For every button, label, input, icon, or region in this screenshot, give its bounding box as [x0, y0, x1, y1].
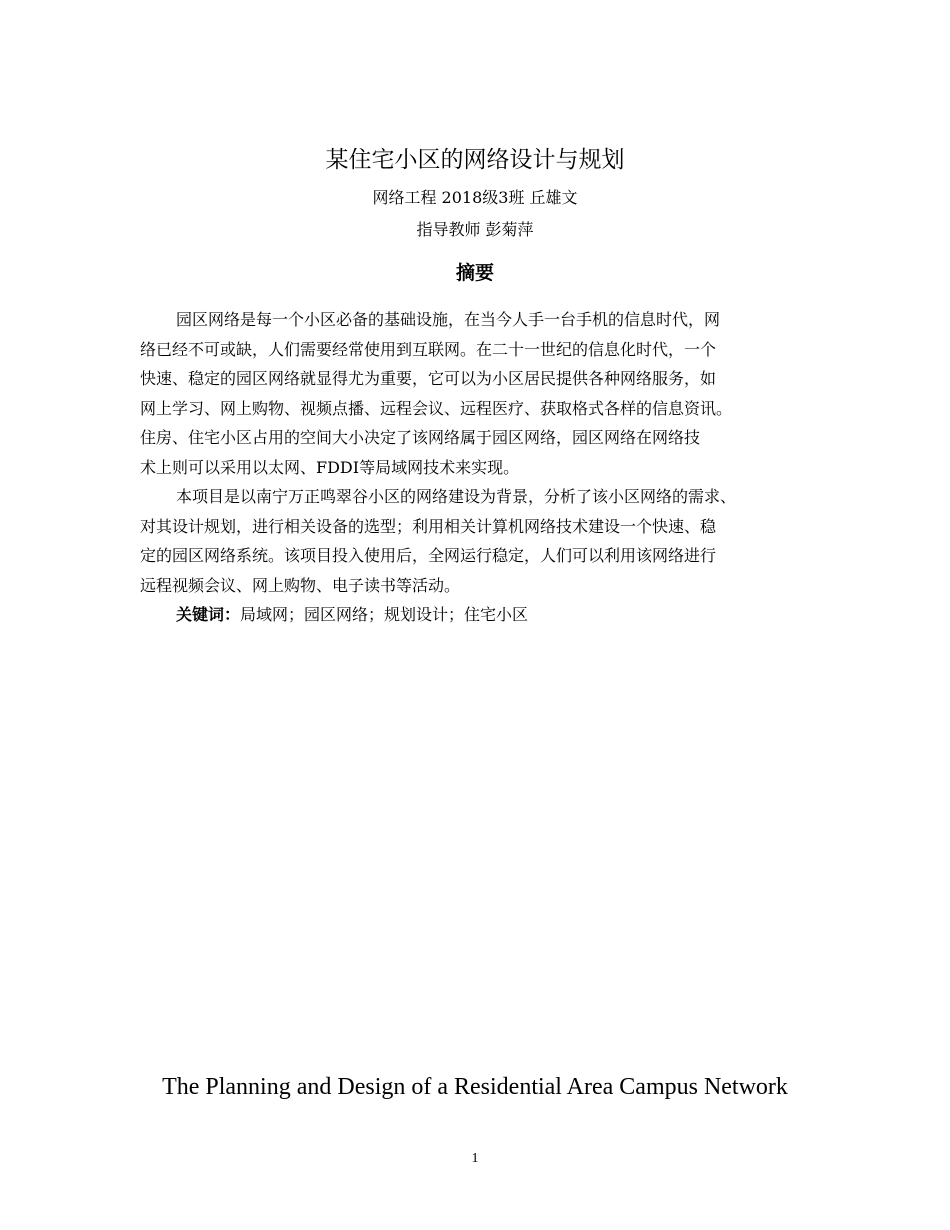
abstract-heading: 摘要: [455, 262, 494, 284]
abstract-line: 对其设计规划，进行相关设备的选型；利用相关计算机网络技术建设一个快速、稳: [140, 516, 717, 536]
abstract-line: 住房、住宅小区占用的空间大小决定了该网络属于园区网络，园区网络在网络技: [140, 428, 701, 447]
abstract-line: 快速、稳定的园区网络就显得尤为重要，它可以为小区居民提供各种网络服务，如: [140, 369, 717, 388]
keywords-value: 局域网；园区网络；规划设计；住宅小区: [240, 605, 529, 624]
abstract-line: 本项目是以南宁万正鸣翠谷小区的网络建设为背景，分析了该小区网络的需求、: [176, 487, 737, 506]
abstract-line: 网上学习、网上购物、视频点播、远程会议、远程医疗、获取格式各样的信息资讯。: [140, 398, 733, 418]
page-number: 1: [471, 1151, 479, 1166]
abstract-body: [140, 305, 826, 630]
english-title: The Planning and Design of a Residential Area Campus Network: [162, 1074, 788, 1100]
abstract-line: 园区网络是每一个小区必备的基础设施，在当今人手一台手机的信息时代，网: [176, 310, 721, 329]
document-title: 某住宅小区的网络设计与规划: [325, 147, 625, 173]
abstract-line: 术上则可以采用以太网、FDDI等局域网技术来实现。: [140, 457, 520, 477]
keywords-label: 关键词：: [176, 605, 241, 624]
advisor-line: 指导教师 彭菊萍: [416, 220, 534, 239]
abstract-line: 远程视频会议、网上购物、电子读书等活动。: [140, 575, 461, 595]
abstract-line: 络已经不可或缺，人们需要经常使用到互联网。在二十一世纪的信息化时代，一个: [140, 339, 717, 359]
author-line: 网络工程 2018级3班 丘雄文: [372, 188, 578, 207]
abstract-line: 定的园区网络系统。该项目投入使用后，全网运行稳定，人们可以利用该网络进行: [140, 546, 717, 565]
keywords-line: [140, 600, 826, 630]
